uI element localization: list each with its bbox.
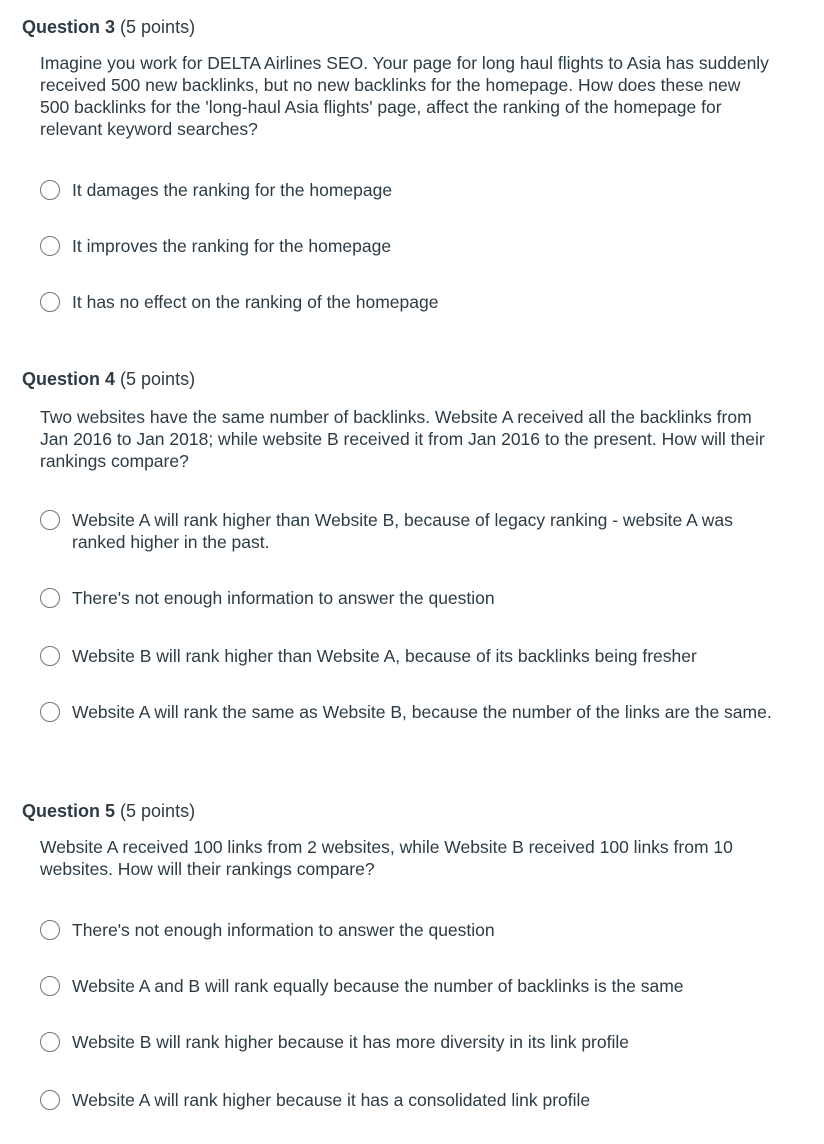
question-4-option-3[interactable]: [40, 645, 780, 667]
question-5-points: (5 points): [120, 801, 196, 821]
question-4-points: (5 points): [120, 369, 196, 389]
option-label: There's not enough information to answer the question: [72, 920, 495, 940]
question-4-option-4[interactable]: [40, 701, 780, 723]
option-label: It has no effect on the ranking of the homepage: [72, 292, 439, 312]
option-label: Website A will rank higher because it has a consolidated link profile: [72, 1090, 591, 1110]
radio-button[interactable]: [40, 920, 60, 940]
option-label: Website A and B will rank equally because the number of backlinks is the same: [72, 976, 684, 996]
question-4-option-1[interactable]: [40, 509, 780, 553]
question-3-points: (5 points): [120, 17, 196, 37]
question-4-option-2[interactable]: [40, 587, 780, 609]
radio-button[interactable]: [40, 646, 60, 666]
question-5-text: Website A received 100 links from 2 websites, while Website B received 100 links from 10 websites. How will their rankings compare?: [40, 837, 733, 879]
question-3-option-1[interactable]: [40, 179, 780, 201]
radio-button[interactable]: [40, 236, 60, 256]
radio-button[interactable]: [40, 588, 60, 608]
radio-button[interactable]: [40, 292, 60, 312]
question-5-option-3[interactable]: [40, 1031, 780, 1053]
question-3-header: [22, 16, 195, 38]
question-5-title: Question 5: [22, 801, 116, 821]
question-4-title: Question 4: [22, 369, 116, 389]
option-label: Website A will rank higher than Website B, because of legacy ranking - website A was ranked higher in the past.: [72, 510, 733, 552]
option-label: Website A will rank the same as Website B, because the number of the links are the same.: [72, 702, 772, 722]
question-5-header: [22, 800, 195, 822]
question-3-title: Question 3: [22, 17, 116, 37]
question-3-option-2[interactable]: [40, 235, 780, 257]
question-5-option-2[interactable]: [40, 975, 780, 997]
question-5-option-1[interactable]: [40, 919, 780, 941]
option-label: Website B will rank higher because it has more diversity in its link profile: [72, 1032, 629, 1052]
option-label: Website B will rank higher than Website A, because of its backlinks being fresher: [72, 646, 697, 666]
option-label: It improves the ranking for the homepage: [72, 236, 392, 256]
option-label: There's not enough information to answer the question: [72, 588, 495, 608]
radio-button[interactable]: [40, 180, 60, 200]
option-label: It damages the ranking for the homepage: [72, 180, 393, 200]
question-4-header: [22, 368, 195, 390]
question-5-option-4[interactable]: [40, 1089, 780, 1111]
question-3-option-3[interactable]: [40, 291, 780, 313]
radio-button[interactable]: [40, 510, 60, 530]
radio-button[interactable]: [40, 1090, 60, 1110]
question-3-text: Imagine you work for DELTA Airlines SEO. Your page for long haul flights to Asia has suddenly received 500 new backlinks, but no new backlinks for the homepage. How does these new 500 backlinks for the 'long-haul Asia flights' page, affect the ranking of the homepage for relevant keyword searches?: [40, 53, 769, 139]
question-4-text: Two websites have the same number of backlinks. Website A received all the backlinks from Jan 2016 to Jan 2018; while website B received it from Jan 2016 to the present. How will their rankings compare?: [40, 407, 765, 471]
radio-button[interactable]: [40, 702, 60, 722]
radio-button[interactable]: [40, 1032, 60, 1052]
radio-button[interactable]: [40, 976, 60, 996]
